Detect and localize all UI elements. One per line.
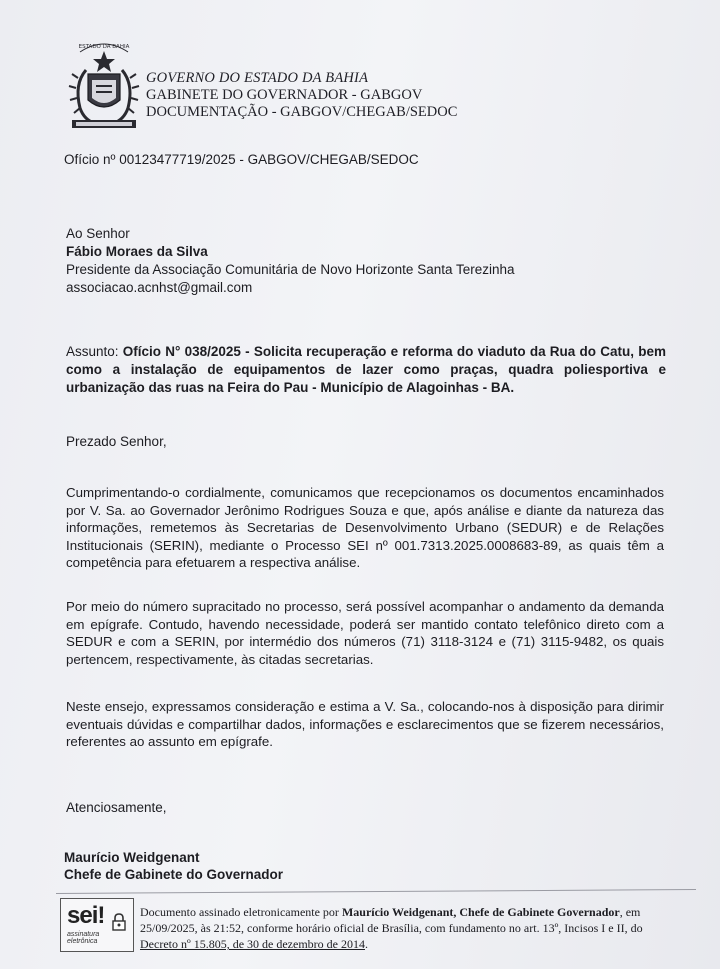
closing: Atenciosamente, [66, 800, 167, 815]
electronic-signature-text [140, 904, 675, 952]
signature-signer: Maurício Weidgenant, Chefe de Gabinete Governador [341, 905, 620, 919]
signer-block [64, 849, 283, 883]
decree-link[interactable]: Decreto nº 15.805, de 30 de dezembro de 2014 [140, 937, 365, 951]
recipient-title: Presidente da Associação Comunitária de Novo Horizonte Santa Terezinha [66, 262, 515, 277]
body-paragraph-2: Por meio do número supracitado no processo, será possível acompanhar o andamento da demanda em epígrafe. Contudo, havendo necessidade, poderá ser mantido contato telefônico direto com a SEDUR e com a SERIN, por intermédio dos números (71) 3118-3124 e (71) 3115-9482, os quais pertencem, respectivamente, às citadas secretarias. [66, 599, 664, 667]
header-line-documentation: DOCUMENTAÇÃO - GABGOV/CHEGAB/SEDOC [146, 104, 458, 120]
header-institution [146, 70, 457, 121]
lock-icon [111, 913, 127, 931]
subject-label: Assunto: [66, 344, 123, 359]
greeting: Prezado Senhor, [66, 434, 167, 449]
signature-text-mid: , em 25/09/2025, às 21:52, conforme horário oficial de Brasília, com fundamento no art. 13º, Incisos I e II, do [140, 905, 643, 935]
bahia-coat-of-arms-icon [66, 34, 142, 134]
signature-text-pre: Documento assinado eletronicamente por [140, 905, 342, 919]
header-line-cabinet: GABINETE DO GOVERNADOR - GABGOV [146, 87, 423, 103]
body-paragraph-3: Neste ensejo, expressamos consideração e estima a V. Sa., colocando-nos à disposição para dirimir eventuais dúvidas e compartilhar dados, informações e esclarecimentos que se fizerem necessários, referentes ao assunto em epígrafe. [66, 699, 664, 749]
header-line-government: GOVERNO DO ESTADO DA BAHIA [146, 70, 369, 86]
recipient-block [66, 225, 515, 297]
svg-text:ESTADO DA BAHIA: ESTADO DA BAHIA [78, 44, 130, 50]
sei-logo: sei! [67, 902, 105, 929]
subject-block [66, 343, 666, 397]
signature-divider [56, 889, 696, 894]
signature-text-end: . [364, 937, 368, 951]
sei-subtitle-line1: assinatura [67, 931, 100, 938]
recipient-salutation: Ao Senhor [66, 226, 130, 241]
recipient-email: associacao.acnhst@gmail.com [66, 280, 253, 295]
recipient-name: Fábio Moraes da Silva [66, 244, 208, 259]
body-paragraph-1: Cumprimentando-o cordialmente, comunicamos que recepcionamos os documentos encaminhados por V. Sa. ao Governador Jerônimo Rodrigues Souza e que, após análise e diante da natureza das informações, remetemos às Secretarias de Desenvolvimento Urbano (SEDUR) e de Relações Institucionais (SERIN), mediante o Processo SEI nº 001.7313.2025.0008683-89, as quais têm a competência para efetuarem a respectiva análise. [66, 485, 664, 570]
signer-name: Maurício Weidgenant [64, 850, 200, 865]
subject-text: Ofício N° 038/2025 - Solicita recuperação e reforma do viaduto da Rua do Catu, bem como a instalação de equipamentos de lazer como praças, quadra poliesportiva e urbanização das ruas na Feira do Pau - Município de Alagoinhas - BA. [66, 344, 666, 395]
signer-role: Chefe de Gabinete do Governador [64, 867, 284, 882]
oficio-reference: Ofício nº 00123477719/2025 - GABGOV/CHEGAB/SEDOC [64, 152, 419, 167]
sei-logo-subtitle [67, 931, 99, 945]
sei-logo-box [60, 898, 134, 952]
sei-subtitle-line2: eletrônica [67, 938, 98, 945]
